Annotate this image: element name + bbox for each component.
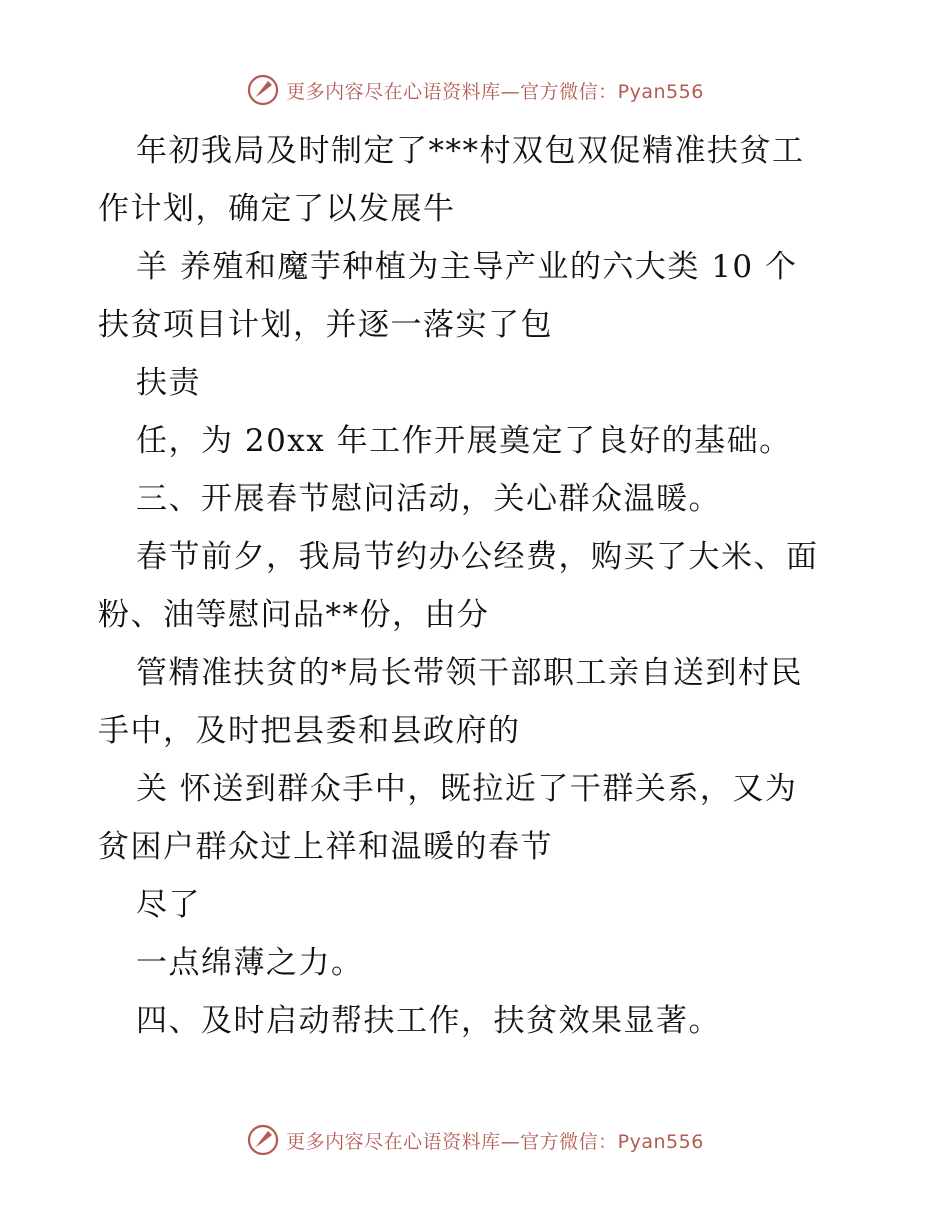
text-line: 扶责 — [136, 365, 201, 401]
text-line: 春节前夕，我局节约办公经费，购买了大米、面 — [136, 539, 819, 575]
text-line: 年初我局及时制定了***村双包双促精准扶贫工 — [136, 133, 805, 169]
text-line: 任，为 20xx 年工作开展奠定了良好的基础。 — [136, 423, 792, 459]
quill-pen-circle-icon — [246, 73, 280, 107]
text-line: 一点绵薄之力。 — [136, 945, 364, 981]
text-line: 扶贫项目计划，并逐一落实了包 — [98, 307, 553, 343]
footer-watermark — [0, 1120, 950, 1160]
text-line: 粉、油等慰问品**份，由分 — [98, 597, 490, 633]
watermark-text: 更多内容尽在心语资料库—官方微信：Pyan556 — [286, 1130, 704, 1153]
text-line: 羊 养殖和魔芋种植为主导产业的六大类 10 个 — [136, 249, 798, 285]
text-line: 管精准扶贫的*局长带领干部职工亲自送到村民 — [136, 655, 803, 691]
text-line: 尽了 — [136, 887, 201, 923]
text-line: 手中，及时把县委和县政府的 — [98, 713, 521, 749]
text-line: 作计划，确定了以发展牛 — [98, 191, 456, 227]
text-line: 贫困户群众过上祥和温暖的春节 — [98, 829, 553, 865]
quill-pen-circle-icon — [246, 1123, 280, 1157]
header-watermark — [0, 70, 950, 110]
watermark-text: 更多内容尽在心语资料库—官方微信：Pyan556 — [286, 80, 704, 103]
section-heading: 三、开展春节慰问活动，关心群众温暖。 — [136, 481, 721, 517]
document-body — [98, 122, 858, 1050]
text-line: 关 怀送到群众手中，既拉近了干群关系，又为 — [136, 771, 798, 807]
section-heading: 四、及时启动帮扶工作，扶贫效果显著。 — [136, 1003, 721, 1039]
